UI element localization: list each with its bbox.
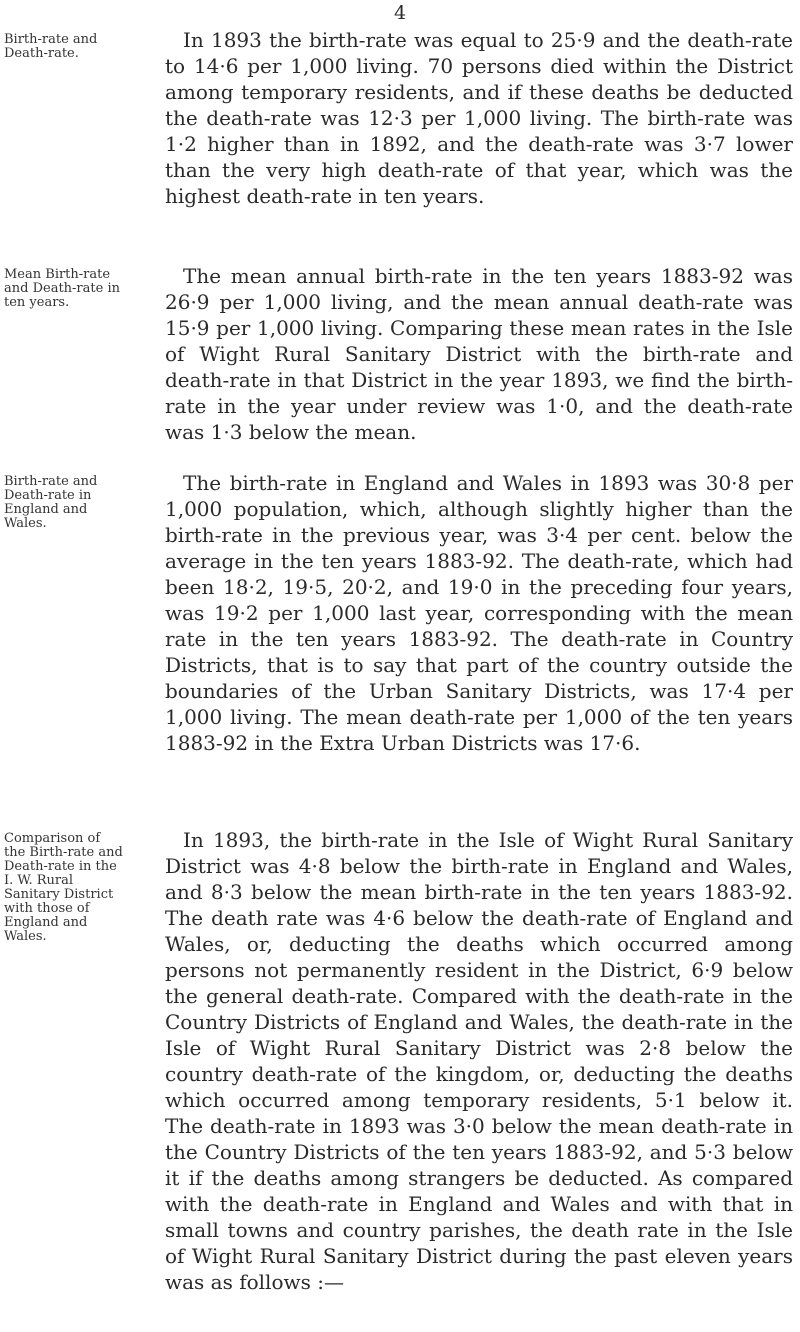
margin-note: Birth-rate and Death-rate in England and Wales. [4, 474, 98, 531]
margin-note: Comparison of the Birth-rate and Death-rate in the I. W. Rural Sanitary District with those of England and Wales. [4, 831, 123, 944]
paragraph: The mean annual birth-rate in the ten years 1883-92 was 26·9 per 1,000 living, and the mean annual death-rate was 15·9 per 1,000 living. Comparing these mean rates in the Isle of Wight Rural Sanitary District with the birth-rate and death-rate in that District in the year 1893, we find the birth-rate in the year under review was 1·0, and the death-rate was 1·3 below the mean. [165, 264, 793, 444]
margin-note: Mean Birth-rate and Death-rate in ten years. [4, 267, 120, 310]
paragraph: The birth-rate in England and Wales in 1893 was 30·8 per 1,000 population, which, although slightly higher than the birth-rate in the previous year, was 3·4 per cent. below the average in the ten years 1883-92. The death-rate, which had been 18·2, 19·5, 20·2, and 19·0 in the preceding four years, was 19·2 per 1,000 last year, corresponding with the mean rate in the ten years 1883-92. The death-rate in Country Districts, that is to say that part of the country outside the boundaries of the Urban Sanitary Districts, was 17·4 per 1,000 living. The mean death-rate per 1,000 of the ten years 1883-92 in the Extra Urban Districts was 17·6. [165, 471, 793, 755]
page-number: 4 [393, 2, 407, 24]
margin-note: Birth-rate and Death-rate. [4, 32, 98, 61]
paragraph: In 1893, the birth-rate in the Isle of Wight Rural Sanitary District was 4·8 below the birth-rate in England and Wales, and 8·3 below the mean birth-rate in the ten years 1883-92. The death rate was 4·6 below the death-rate of England and Wales, or, deducting the deaths which occurred among persons not permanently resident in the District, 6·9 below the general death-rate. Compared with the death-rate in the Country Districts of England and Wales, the death-rate in the Isle of Wight Rural Sanitary District was 2·8 below the country death-rate of the kingdom, or, deducting the deaths which occurred among temporary residents, 5·1 below it. The death-rate in 1893 was 3·0 below the mean death-rate in the Country Districts of the ten years 1883-92, and 5·3 below it if the deaths among strangers be deducted. As compared with the death-rate in England and Wales and with that in small towns and country parishes, the death rate in the Isle of Wight Rural Sanitary District during the past eleven years was as follows :— [165, 828, 793, 1294]
paragraph: In 1893 the birth-rate was equal to 25·9 and the death-rate to 14·6 per 1,000 living. 70 persons died within the District among temporary residents, and if these deaths be deducted the death-rate was 12·3 per 1,000 living. The birth-rate was 1·2 higher than in 1892, and the death-rate was 3·7 lower than the very high death-rate of that year, which was the highest death-rate in ten years. [165, 28, 793, 208]
